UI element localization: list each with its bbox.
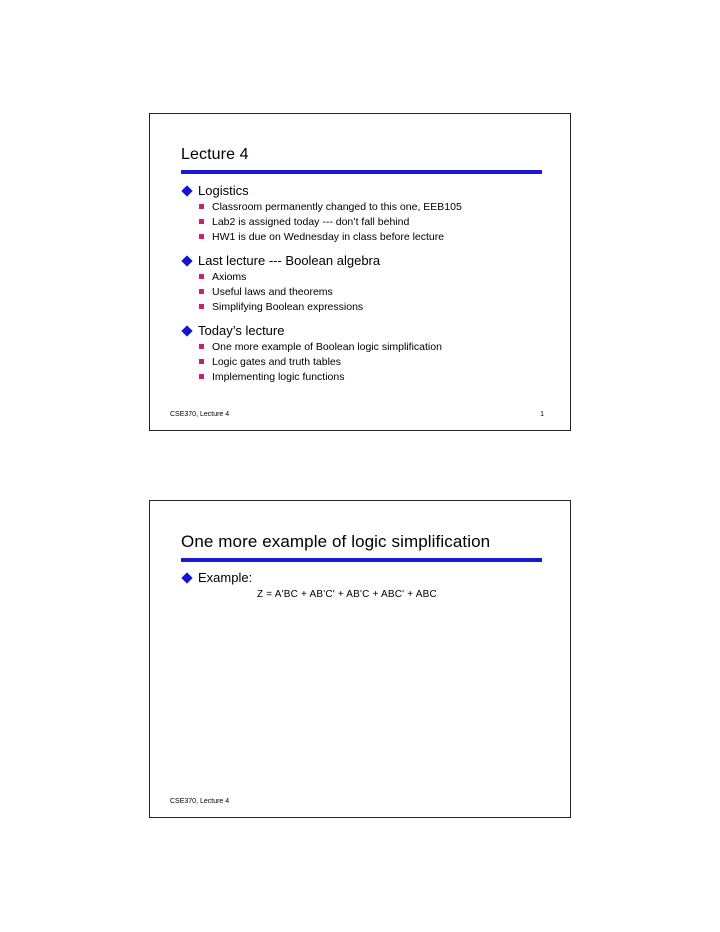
square-bullet-icon	[199, 304, 204, 309]
square-bullet-icon	[199, 274, 204, 279]
list-item-text: Classroom permanently changed to this one, EEB105	[212, 200, 462, 213]
sub-list	[181, 269, 541, 314]
title-rule	[181, 558, 542, 562]
section-logistics	[181, 182, 541, 244]
slide-title: One more example of logic simplification	[181, 532, 491, 551]
list-item-text: Logic gates and truth tables	[212, 355, 342, 368]
slide-1	[149, 113, 571, 431]
list-item	[181, 229, 541, 244]
list-item	[181, 269, 541, 284]
main-bullet-item	[181, 182, 541, 199]
list-item-text: Simplifying Boolean expressions	[212, 300, 364, 313]
diamond-bullet-icon	[181, 572, 192, 583]
square-bullet-icon	[199, 204, 204, 209]
square-bullet-icon	[199, 359, 204, 364]
list-item-text: HW1 is due on Wednesday in class before lecture	[212, 230, 445, 243]
list-item	[181, 339, 541, 354]
main-bullet-item	[181, 252, 541, 269]
sub-list	[181, 199, 541, 244]
list-item-text: Axioms	[212, 270, 247, 283]
section-todays-lecture	[181, 322, 541, 384]
square-bullet-icon	[199, 289, 204, 294]
slide-content	[181, 182, 541, 392]
section-last-lecture	[181, 252, 541, 314]
sub-list	[181, 339, 541, 384]
list-item	[181, 199, 541, 214]
main-bullet-item	[181, 322, 541, 339]
square-bullet-icon	[199, 219, 204, 224]
list-item-text: Useful laws and theorems	[212, 285, 333, 298]
list-item	[181, 369, 541, 384]
square-bullet-icon	[199, 234, 204, 239]
list-item	[181, 354, 541, 369]
square-bullet-icon	[199, 374, 204, 379]
slide-title: Lecture 4	[181, 146, 249, 163]
section-heading: Last lecture --- Boolean algebra	[198, 253, 381, 268]
diamond-bullet-icon	[181, 255, 192, 266]
section-heading: Logistics	[198, 183, 249, 198]
main-bullet-item	[181, 570, 252, 585]
slide-footer: CSE370, Lecture 4	[170, 411, 230, 418]
list-item-text: Lab2 is assigned today --- don’t fall behind	[212, 215, 410, 228]
list-item	[181, 284, 541, 299]
section-heading: Example:	[198, 570, 253, 585]
list-item-text: Implementing logic functions	[212, 370, 345, 383]
square-bullet-icon	[199, 344, 204, 349]
slide-2	[149, 500, 571, 818]
slide-footer: CSE370, Lecture 4	[170, 798, 230, 805]
diamond-bullet-icon	[181, 325, 192, 336]
list-item-text: One more example of Boolean logic simplification	[212, 340, 442, 353]
page-number: 1	[540, 411, 544, 418]
section-heading: Today’s lecture	[198, 323, 285, 338]
list-item	[181, 299, 541, 314]
list-item	[181, 214, 541, 229]
equation: Z = A'BC + AB'C' + AB'C + ABC' + ABC	[257, 589, 437, 600]
diamond-bullet-icon	[181, 185, 192, 196]
title-rule	[181, 170, 542, 174]
